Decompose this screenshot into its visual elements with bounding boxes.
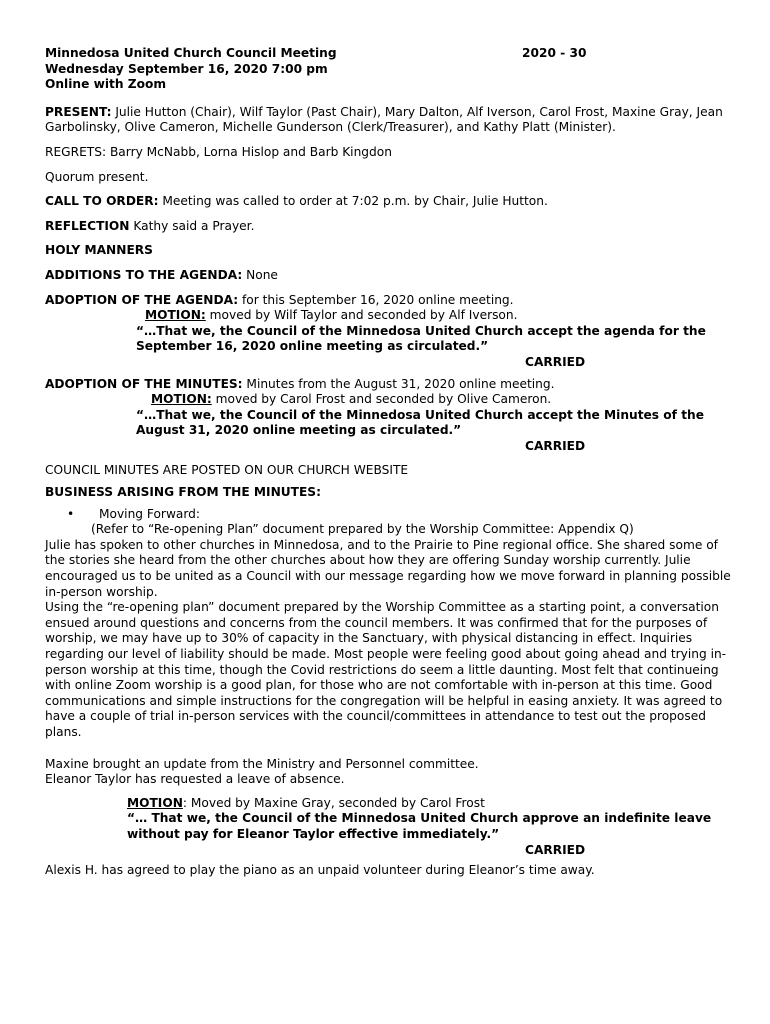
present-text: Julie Hutton (Chair), Wilf Taylor (Past Chair), Mary Dalton, Alf Iverson, Carol Frost, Maxine Gray, Jean Garbolinsky, Olive Cameron, Michelle Gunderson (Clerk/Treasurer), and Kathy Platt (Minister). <box>45 104 723 135</box>
call-to-order-label: CALL TO ORDER: <box>45 194 159 209</box>
regrets-line: REGRETS: Barry McNabb, Lorna Hislop and Barb Kingdon <box>45 144 392 159</box>
bullet-item <box>45 507 735 523</box>
call-to-order <box>45 194 735 210</box>
agenda-motion-label: MOTION: <box>145 308 206 323</box>
additions-text: None <box>242 267 278 282</box>
holy-manners-heading: HOLY MANNERS <box>45 243 153 258</box>
minutes-resolution: “…That we, the Council of the Minnedosa United Church accept the Minutes of the August 31, 2020 online meeting as circulated.” <box>136 407 704 438</box>
agenda-resolution: “…That we, the Council of the Minnedosa United Church accept the agenda for the September 16, 2020 online meeting as circulated.” <box>136 323 706 354</box>
minutes-number: 2020 - 30 <box>522 46 587 60</box>
adoption-agenda <box>45 293 735 309</box>
adoption-agenda-label: ADOPTION OF THE AGENDA: <box>45 292 239 307</box>
reflection <box>45 219 735 235</box>
minutes-motion <box>45 392 735 408</box>
leave-motion <box>45 796 735 812</box>
website-note: COUNCIL MINUTES ARE POSTED ON OUR CHURCH WEBSITE <box>45 463 409 478</box>
meeting-header <box>45 46 735 93</box>
agenda-carried: CARRIED <box>525 354 586 369</box>
call-to-order-text: Meeting was called to order at 7:02 p.m. by Chair, Julie Hutton. <box>158 194 548 209</box>
adoption-agenda-text: for this September 16, 2020 online meeting. <box>238 292 514 307</box>
reflection-text: Kathy said a Prayer. <box>129 218 255 233</box>
additions-label: ADDITIONS TO THE AGENDA: <box>45 267 243 282</box>
bullet-text: Moving Forward: <box>99 506 201 521</box>
leave-motion-text: : Moved by Maxine Gray, seconded by Carol Frost <box>182 795 485 810</box>
business-paragraph-2: Using the “re-opening plan” document prepared by the Worship Committee as a starting point, a conversation ensued around questions and concerns from the council members. It was confirmed that for the purposes of worship, we may have up to 30% of capacity in the Sanctuary, with physical distancing in effect. Inquiries regarding our level of liability should be made. Most people were feeling good about going ahead and trying in-person worship at this time, though the Covid restrictions do seem a little daunting. Most felt that continueing with online Zoom worship is a good plan, for those who are not comfortable with in-person at this time. Good communications and simple instructions for the congregation will be helpful in easing anxiety. It was agreed to have a couple of trial in-person services with the council/committees in attendance to test out the proposed plans. <box>45 600 727 739</box>
present-section <box>45 105 735 136</box>
agenda-motion-text: moved by Wilf Taylor and seconded by Alf Iverson. <box>205 308 518 323</box>
leave-request: Eleanor Taylor has requested a leave of absence. <box>45 772 345 787</box>
adoption-minutes-label: ADOPTION OF THE MINUTES: <box>45 376 243 391</box>
closing-note: Alexis H. has agreed to play the piano as an unpaid volunteer during Eleanor’s time away. <box>45 863 595 878</box>
business-paragraph-1: Julie has spoken to other churches in Minnedosa, and to the Prairie to Pine regional office. She shared some of the stories she heard from the other churches about how they are offering Sunday worship currently. Julie encouraged us to be united as a Council with our message regarding how we move forward in planning possible in-person worship. <box>45 537 731 599</box>
reflection-label: REFLECTION <box>45 218 130 233</box>
meeting-location: Online with Zoom <box>45 77 167 92</box>
leave-motion-label: MOTION <box>127 795 183 810</box>
agenda-motion <box>45 308 735 324</box>
quorum-line: Quorum present. <box>45 169 149 184</box>
minutes-carried: CARRIED <box>525 438 586 453</box>
adoption-minutes-text: Minutes from the August 31, 2020 online meeting. <box>242 376 555 391</box>
bullet-dot-icon: • <box>67 506 75 521</box>
minutes-motion-text: moved by Carol Frost and seconded by Olive Cameron. <box>211 392 552 407</box>
leave-carried: CARRIED <box>525 842 586 857</box>
additions-to-agenda <box>45 268 735 284</box>
meeting-date: Wednesday September 16, 2020 7:00 pm <box>45 61 328 76</box>
present-label: PRESENT: <box>45 104 112 119</box>
adoption-minutes <box>45 377 735 393</box>
minutes-motion-label: MOTION: <box>151 392 212 407</box>
leave-resolution: “… That we, the Council of the Minnedosa United Church approve an indefinite leave without pay for Eleanor Taylor effective immediately.” <box>127 811 712 841</box>
ministry-update: Maxine brought an update from the Ministry and Personnel committee. <box>45 756 479 771</box>
meeting-title: Minnedosa United Church Council Meeting <box>45 46 337 60</box>
minutes-document <box>45 46 735 879</box>
business-arising-heading: BUSINESS ARISING FROM THE MINUTES: <box>45 485 321 500</box>
reference-note: (Refer to “Re-opening Plan” document prepared by the Worship Committee: Appendix Q) <box>91 522 634 537</box>
